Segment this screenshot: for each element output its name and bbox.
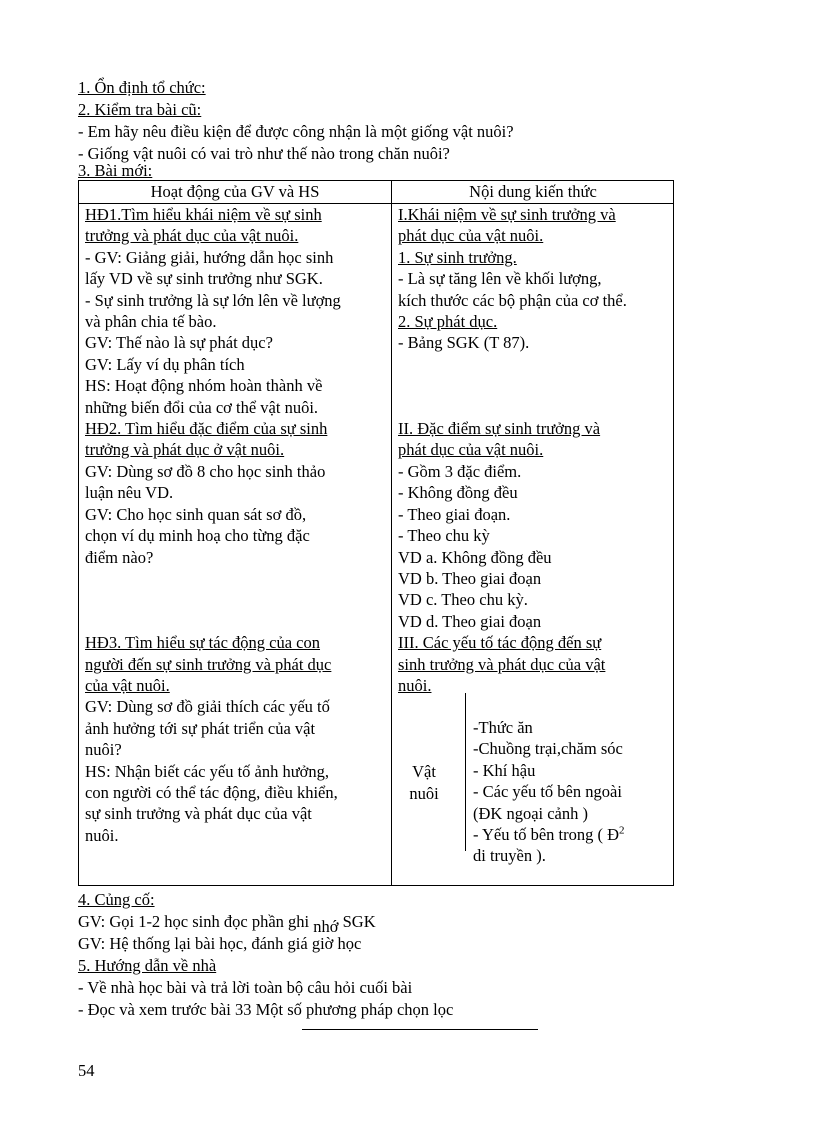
right-line: phát dục của vật nuôi. bbox=[398, 226, 544, 246]
left-line: GV: Dùng sơ đồ 8 cho học sinh thảo bbox=[85, 461, 326, 481]
right-line: - Theo chu kỳ bbox=[398, 526, 490, 546]
right-line: 1. Sự sinh trưởng. bbox=[398, 247, 517, 267]
right-line bbox=[398, 354, 627, 375]
left-line: trưởng và phát dục ở vật nuôi. bbox=[85, 440, 285, 460]
right-line: VD c. Theo chu kỳ. bbox=[398, 590, 528, 610]
section-4-title: 4. Củng cố: bbox=[78, 890, 155, 909]
right-line: phát dục của vật nuôi. bbox=[398, 440, 544, 460]
right-line: VD b. Theo giai đoạn bbox=[398, 568, 542, 588]
factors-bracket bbox=[465, 693, 467, 851]
page-number: 54 bbox=[78, 1061, 95, 1080]
left-line: GV: Thế nào là sự phát dục? bbox=[85, 333, 273, 353]
right-line: II. Đặc điểm sự sinh trưởng và bbox=[398, 419, 601, 439]
right-line: I.Khái niệm về sự sinh trưởng và bbox=[398, 205, 616, 224]
consolidate-lowered-word: nhớ bbox=[313, 917, 339, 936]
factor-item: -Chuồng trại,chăm sóc bbox=[473, 739, 623, 759]
left-line: ảnh hưởng tới sự phát triển của vật bbox=[85, 718, 316, 738]
right-line: - Gồm 3 đặc điểm. bbox=[398, 461, 522, 481]
subject-label-line: nuôi bbox=[409, 784, 439, 803]
header-activities: Hoạt động của GV và HS bbox=[150, 182, 320, 201]
homework-line-2: - Đọc và xem trước bài 33 Một số phương pháp chọn lọc bbox=[78, 1000, 454, 1019]
left-line: GV: Lấy ví dụ phân tích bbox=[85, 354, 245, 374]
header-content: Nội dung kiến thức bbox=[469, 182, 597, 201]
consolidate-line-1 bbox=[78, 911, 376, 936]
factor-item: di truyền ). bbox=[473, 846, 546, 866]
section-2-title: 2. Kiểm tra bài cũ: bbox=[78, 100, 202, 119]
factor-item: (ĐK ngoại cảnh ) bbox=[473, 803, 589, 823]
footer-divider bbox=[302, 1029, 538, 1030]
subject-label-line: Vật bbox=[412, 762, 436, 781]
factor-item bbox=[473, 824, 625, 845]
factor-item: -Thức ăn bbox=[473, 718, 533, 737]
column-divider bbox=[391, 181, 392, 885]
lesson-table bbox=[78, 180, 674, 886]
right-line bbox=[398, 375, 627, 396]
consolidate-text-end: SGK bbox=[338, 912, 376, 931]
left-line: GV: Cho học sinh quan sát sơ đồ, bbox=[85, 504, 307, 524]
subject-label bbox=[399, 761, 449, 805]
left-line: - Sự sinh trưởng là sự lớn lên về lượng bbox=[85, 290, 341, 310]
review-question-2: - Giống vật nuôi có vai trò như thế nào trong chăn nuôi? bbox=[78, 144, 450, 163]
section-5-title: 5. Hướng dẫn về nhà bbox=[78, 956, 217, 975]
section-1-title: 1. Ổn định tổ chức: bbox=[78, 78, 206, 97]
left-line: nuôi? bbox=[85, 740, 122, 760]
left-line: HS: Hoạt động nhóm hoàn thành về bbox=[85, 376, 323, 396]
left-line: lấy VD về sự sinh trưởng như SGK. bbox=[85, 269, 323, 289]
left-line: người đến sự sinh trưởng và phát dục bbox=[85, 654, 332, 674]
left-line bbox=[85, 611, 341, 632]
left-line: HĐ3. Tìm hiểu sự tác động của con bbox=[85, 633, 321, 653]
left-line: trưởng và phát dục của vật nuôi. bbox=[85, 226, 299, 246]
section-3-title: 3. Bài mới: bbox=[78, 161, 153, 180]
activities-column bbox=[85, 204, 341, 846]
left-line: HS: Nhận biết các yếu tố ảnh hưởng, bbox=[85, 761, 330, 781]
left-line: con người có thể tác động, điều khiển, bbox=[85, 782, 338, 802]
right-line: 2. Sự phát dục. bbox=[398, 312, 498, 332]
left-line: điểm nào? bbox=[85, 547, 154, 567]
consolidate-text: GV: Gọi 1-2 học sinh đọc phần ghi bbox=[78, 912, 314, 931]
right-line: nuôi. bbox=[398, 675, 432, 695]
left-line: sự sinh trưởng và phát dục của vật bbox=[85, 804, 312, 824]
right-line: VD a. Không đồng đều bbox=[398, 547, 552, 567]
right-line: - Là sự tăng lên về khối lượng, bbox=[398, 269, 602, 289]
right-line: - Theo giai đoạn. bbox=[398, 504, 511, 524]
factor-item: - Khí hậu bbox=[473, 760, 536, 780]
right-line: - Bảng SGK (T 87). bbox=[398, 333, 530, 353]
left-line bbox=[85, 589, 341, 610]
right-line: III. Các yếu tố tác động đến sự bbox=[398, 633, 602, 653]
left-line: HĐ1.Tìm hiểu khái niệm về sự sinh bbox=[85, 205, 322, 224]
left-line: nuôi. bbox=[85, 825, 119, 845]
left-line: của vật nuôi. bbox=[85, 675, 170, 695]
review-question-1: - Em hãy nêu điều kiện để được công nhận là một giống vật nuôi? bbox=[78, 122, 514, 141]
right-line bbox=[398, 397, 627, 418]
consolidate-line-2: GV: Hệ thống lại bài học, đánh giá giờ học bbox=[78, 934, 362, 953]
left-line: những biến đổi của cơ thể vật nuôi. bbox=[85, 397, 319, 417]
left-line: và phân chia tế bào. bbox=[85, 312, 217, 332]
right-line: - Không đồng đều bbox=[398, 483, 518, 503]
content-column bbox=[398, 204, 627, 696]
left-line: chọn ví dụ minh hoạ cho từng đặc bbox=[85, 526, 310, 546]
factors-list bbox=[473, 717, 625, 867]
left-line: GV: Dùng sơ đồ giải thích các yếu tố bbox=[85, 697, 330, 717]
right-line: kích thước các bộ phận của cơ thể. bbox=[398, 290, 627, 310]
factor-text: - Yếu tố bên trong ( Đ bbox=[473, 825, 620, 845]
right-line: sinh trưởng và phát dục của vật bbox=[398, 654, 606, 674]
left-line: - GV: Giảng giải, hướng dẫn học sinh bbox=[85, 247, 334, 267]
left-line: luận nêu VD. bbox=[85, 483, 174, 503]
left-line bbox=[85, 568, 341, 589]
right-line: VD d. Theo giai đoạn bbox=[398, 611, 542, 631]
homework-line-1: - Về nhà học bài và trả lời toàn bộ câu hỏi cuối bài bbox=[78, 978, 413, 997]
factor-item: - Các yếu tố bên ngoài bbox=[473, 782, 622, 802]
factor-superscript: 2 bbox=[619, 824, 625, 837]
left-line: HĐ2. Tìm hiểu đặc điểm của sự sinh bbox=[85, 419, 328, 439]
